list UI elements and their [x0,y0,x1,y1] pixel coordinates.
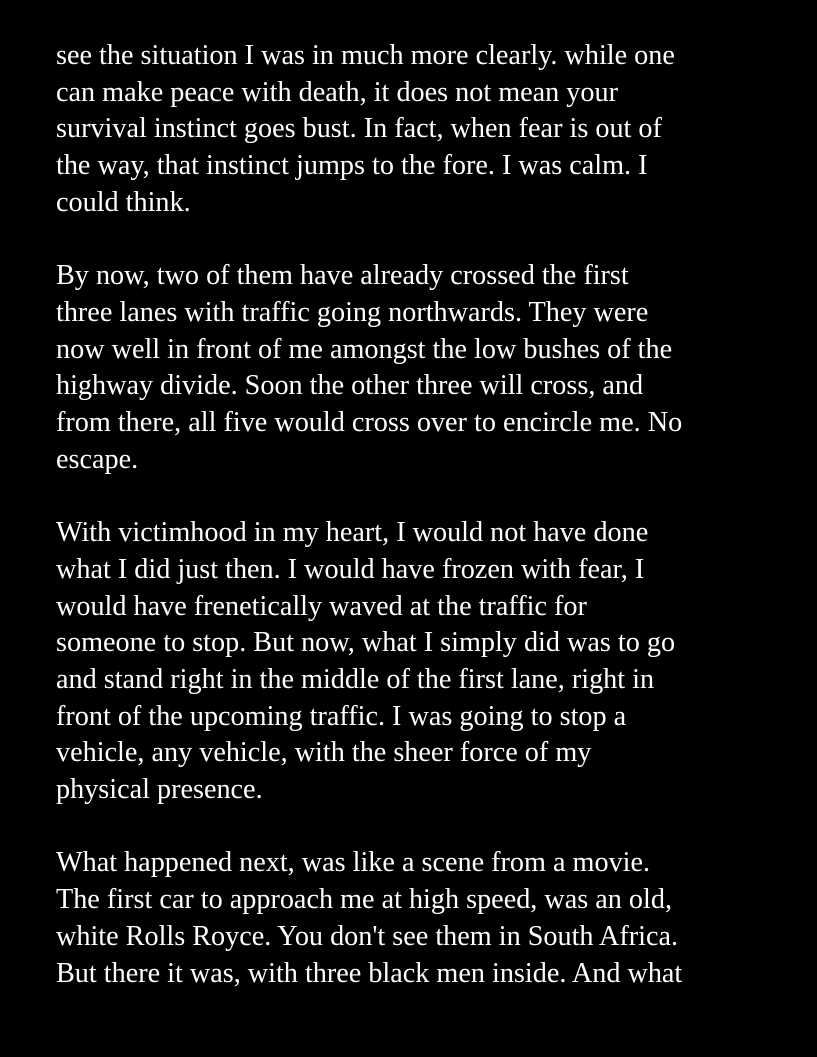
text-line: could think. [56,186,191,218]
text-line: front of the upcoming traffic. I was going to stop a [56,700,627,732]
text-line: someone to stop. But now, what I simply did was to go [56,627,676,659]
text-line: the way, that instinct jumps to the fore. I was calm. I [56,150,648,182]
text-line: With victimhood in my heart, I would not have done [56,517,649,549]
paragraph [56,258,796,478]
text-line: now well in front of me amongst the low bushes of the [56,333,673,365]
text-line: What happened next, was like a scene from a movie. [56,847,651,879]
paragraph [56,845,796,992]
text-line: highway divide. Soon the other three will cross, and [56,370,644,402]
text-line: vehicle, any vehicle, with the sheer force of my [56,737,592,769]
text-line: The first car to approach me at high speed, was an old, [56,884,672,916]
paragraph [56,515,796,809]
text-line: escape. [56,443,139,475]
text-line: would have frenetically waved at the traffic for [56,590,587,622]
text-line: By now, two of them have already crossed the first [56,260,629,292]
paragraph [56,38,796,222]
text-line: survival instinct goes bust. In fact, when fear is out of [56,113,662,145]
text-line: physical presence. [56,774,263,806]
document-page [56,38,796,1029]
text-line: and stand right in the middle of the first lane, right in [56,663,655,695]
text-line: what I did just then. I would have frozen with fear, I [56,553,645,585]
text-line: from there, all five would cross over to encircle me. No [56,407,683,439]
text-line: three lanes with traffic going northwards. They were [56,296,649,328]
text-line: But there it was, with three black men inside. And what [56,957,683,989]
text-line: white Rolls Royce. You don't see them in South Africa. [56,920,679,952]
text-line: see the situation I was in much more clearly. while one [56,40,675,71]
text-line: can make peace with death, it does not mean your [56,76,618,108]
